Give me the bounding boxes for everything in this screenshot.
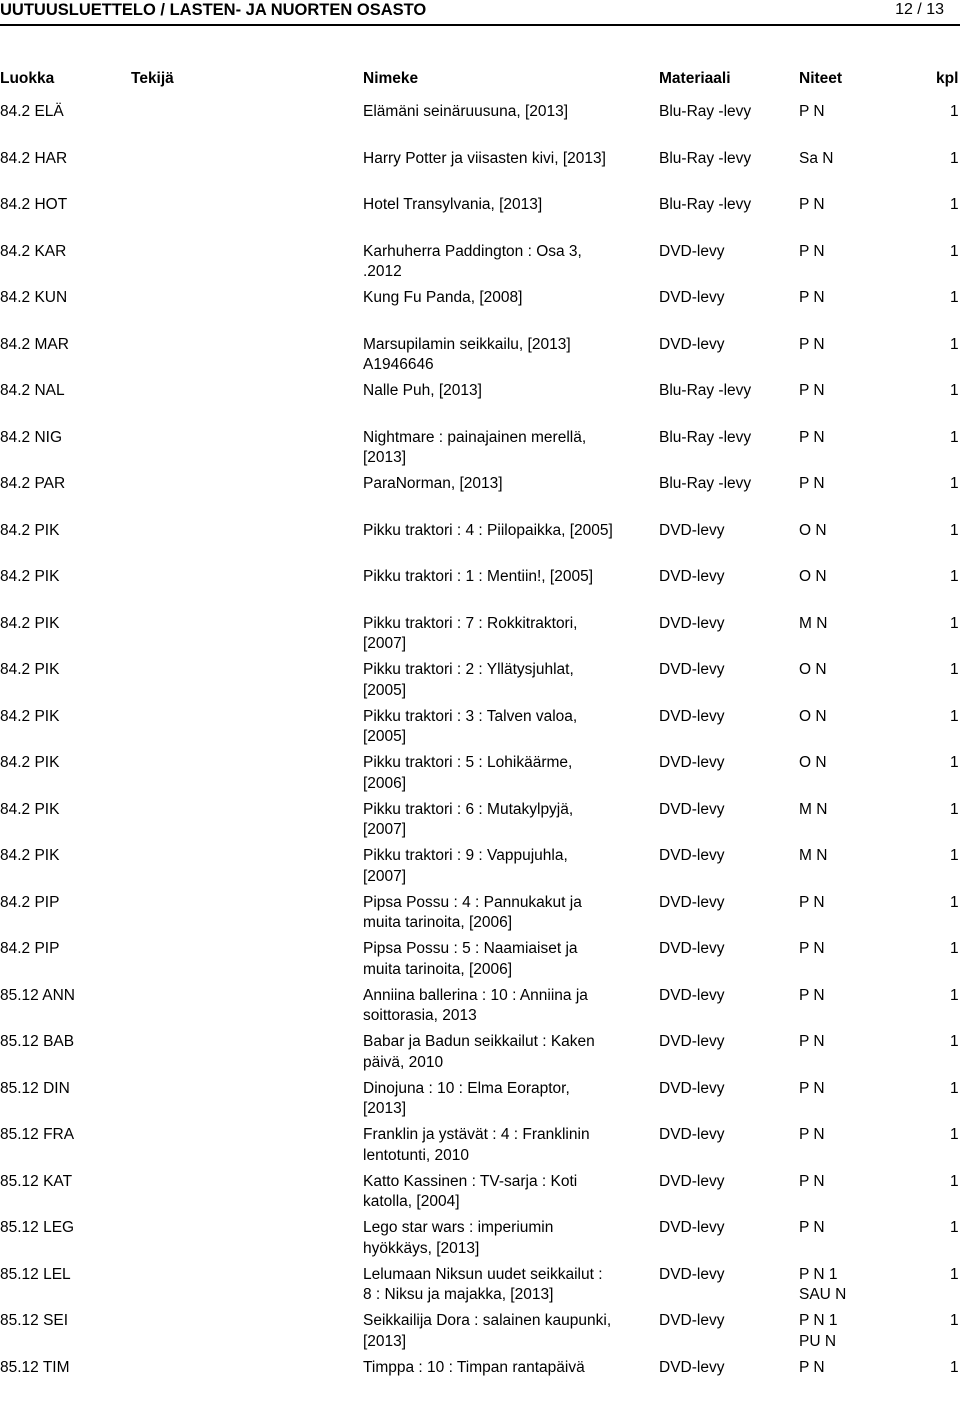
copies-notes: P N — [799, 475, 825, 492]
title: Hotel Transylvania, [2013] — [363, 196, 543, 213]
call-number: 84.2 PIP — [0, 893, 60, 911]
call-number: 84.2 MAR — [0, 335, 69, 353]
copies-notes: P N — [799, 940, 825, 957]
quantity: 1 — [950, 661, 959, 678]
call-number: 84.2 HAR — [0, 149, 68, 167]
copies-notes: P N — [799, 1358, 825, 1376]
table-row — [0, 149, 960, 193]
material: DVD-levy — [659, 754, 725, 771]
call-number: 84.2 PIK — [0, 754, 60, 771]
call-number: 85.12 TIM — [0, 1358, 70, 1376]
quantity: 1 — [950, 428, 959, 446]
title: Pikku traktori : 1 : Mentiin!, [2005] — [363, 568, 594, 585]
title: Lelumaan Niksun uudet seikkailut : 8 : Niksu ja majakka, [2013] — [363, 1265, 603, 1303]
call-number: 84.2 HOT — [0, 196, 68, 213]
copies-notes: P N — [799, 893, 825, 911]
title: Babar ja Badun seikkailut : Kaken päivä, 2010 — [363, 1033, 595, 1071]
quantity: 1 — [950, 568, 959, 585]
quantity: 1 — [950, 800, 959, 818]
title: Harry Potter ja viisasten kivi, [2013] — [363, 149, 606, 167]
copies-notes: P N — [799, 1033, 825, 1050]
call-number: 84.2 PIK — [0, 568, 60, 585]
title: Lego star wars : imperiumin hyökkäys, [2013] — [363, 1219, 554, 1257]
title: Franklin ja ystävät : 4 : Franklinin lentotunti, 2010 — [363, 1126, 590, 1164]
call-number: 85.12 LEL — [0, 1265, 71, 1283]
copies-notes: P N — [799, 289, 825, 306]
call-number: 84.2 PIK — [0, 521, 60, 539]
table-row — [0, 195, 960, 239]
copies-notes: P N — [799, 382, 825, 399]
material: Blu-Ray -levy — [659, 382, 752, 399]
table-row — [0, 567, 960, 611]
table-row — [0, 939, 960, 983]
quantity: 1 — [950, 382, 959, 399]
title: Dinojuna : 10 : Elma Eoraptor, [2013] — [363, 1079, 570, 1117]
material: DVD-levy — [659, 521, 725, 539]
quantity: 1 — [950, 893, 959, 911]
table-row — [0, 800, 960, 844]
quantity: 1 — [950, 289, 959, 306]
title: Pipsa Possu : 5 : Naamiaiset ja muita tarinoita, [2006] — [363, 940, 578, 978]
material: DVD-levy — [659, 1219, 725, 1236]
material: DVD-levy — [659, 1265, 725, 1283]
copies-notes: M N — [799, 847, 828, 864]
table-row — [0, 1032, 960, 1076]
table-row — [0, 288, 960, 332]
copies-notes: P N — [799, 1126, 825, 1143]
copies-notes: O N — [799, 661, 827, 678]
material: DVD-levy — [659, 847, 725, 864]
material: DVD-levy — [659, 1358, 725, 1376]
quantity: 1 — [950, 986, 959, 1004]
title: Anniina ballerina : 10 : Anniina ja soittorasia, 2013 — [363, 986, 588, 1024]
table-row — [0, 893, 960, 937]
material: Blu-Ray -levy — [659, 428, 752, 446]
table-row — [0, 846, 960, 890]
material: Blu-Ray -levy — [659, 149, 752, 167]
material: DVD-levy — [659, 1033, 725, 1050]
quantity: 1 — [950, 1126, 959, 1143]
material: DVD-levy — [659, 1312, 725, 1329]
copies-notes: P N — [799, 1172, 825, 1190]
column-header-materiaali: Materiaali — [659, 70, 731, 87]
table-row — [0, 381, 960, 425]
copies-notes: P N — [799, 1079, 825, 1097]
call-number: 85.12 KAT — [0, 1172, 73, 1190]
quantity: 1 — [950, 1358, 959, 1376]
material: DVD-levy — [659, 800, 725, 818]
title: Seikkailija Dora : salainen kaupunki, [2013] — [363, 1312, 612, 1350]
material: DVD-levy — [659, 289, 725, 306]
table-row — [0, 1125, 960, 1169]
title: Pikku traktori : 9 : Vappujuhla, [2007] — [363, 847, 568, 885]
title: ParaNorman, [2013] — [363, 475, 503, 492]
material: Blu-Ray -levy — [659, 103, 752, 120]
copies-notes: P N — [799, 335, 825, 353]
call-number: 85.12 FRA — [0, 1126, 75, 1143]
title: Pipsa Possu : 4 : Pannukakut ja muita tarinoita, [2006] — [363, 893, 582, 931]
copies-notes: O N — [799, 754, 827, 771]
table-row — [0, 986, 960, 1030]
copies-notes: P N — [799, 242, 825, 260]
call-number: 85.12 BAB — [0, 1033, 75, 1050]
quantity: 1 — [950, 242, 959, 260]
column-header-niteet: Niteet — [799, 70, 843, 87]
title: Pikku traktori : 5 : Lohikäärme, [2006] — [363, 754, 573, 792]
title: Marsupilamin seikkailu, [2013] A1946646 — [363, 335, 571, 373]
call-number: 84.2 PIK — [0, 614, 60, 632]
call-number: 84.2 PIK — [0, 707, 60, 725]
quantity: 1 — [950, 475, 959, 492]
call-number: 85.12 LEG — [0, 1219, 75, 1236]
quantity: 1 — [950, 1172, 959, 1190]
copies-notes: O N — [799, 568, 827, 585]
call-number: 84.2 KAR — [0, 242, 67, 260]
material: DVD-levy — [659, 242, 725, 260]
table-row — [0, 102, 960, 146]
copies-notes: P N — [799, 986, 825, 1004]
quantity: 1 — [950, 847, 959, 864]
quantity: 1 — [950, 1079, 959, 1097]
table-row — [0, 1265, 960, 1309]
title: Pikku traktori : 4 : Piilopaikka, [2005] — [363, 521, 613, 539]
title: Elämäni seinäruusuna, [2013] — [363, 103, 569, 120]
call-number: 84.2 PIP — [0, 940, 60, 957]
copies-notes: P N — [799, 103, 825, 120]
table-row — [0, 521, 960, 565]
material: DVD-levy — [659, 568, 725, 585]
material: DVD-levy — [659, 940, 725, 957]
copies-notes: O N — [799, 521, 827, 539]
copies-notes: P N — [799, 196, 825, 213]
copies-notes: P N — [799, 428, 825, 446]
copies-notes: P N 1 SAU N — [799, 1265, 847, 1303]
quantity: 1 — [950, 1033, 959, 1050]
quantity: 1 — [950, 103, 959, 120]
table-row — [0, 242, 960, 286]
table-row — [0, 428, 960, 472]
table-row — [0, 707, 960, 751]
table-row — [0, 1172, 960, 1216]
table-row — [0, 335, 960, 379]
quantity: 1 — [950, 1219, 959, 1236]
copies-notes: Sa N — [799, 149, 834, 167]
call-number: 85.12 SEI — [0, 1312, 69, 1329]
title: Kung Fu Panda, [2008] — [363, 289, 523, 306]
call-number: 84.2 PIK — [0, 847, 60, 864]
material: DVD-levy — [659, 661, 725, 678]
title: Nightmare : painajainen merellä, [2013] — [363, 428, 587, 466]
material: DVD-levy — [659, 986, 725, 1004]
call-number: 84.2 PIK — [0, 800, 60, 818]
quantity: 1 — [950, 521, 959, 539]
material: Blu-Ray -levy — [659, 475, 752, 492]
title: Nalle Puh, [2013] — [363, 382, 482, 399]
quantity: 1 — [950, 940, 959, 957]
table-row — [0, 753, 960, 797]
call-number: 85.12 DIN — [0, 1079, 70, 1097]
document-title: UUTUUSLUETTELO / LASTEN- JA NUORTEN OSASTO — [0, 1, 427, 19]
title: Pikku traktori : 7 : Rokkitraktori, [2007] — [363, 614, 578, 652]
title: Pikku traktori : 3 : Talven valoa, [2005] — [363, 707, 578, 745]
copies-notes: P N — [799, 1219, 825, 1236]
quantity: 1 — [950, 1312, 959, 1329]
title: Karhuherra Paddington : Osa 3, .2012 — [363, 242, 582, 280]
quantity: 1 — [950, 196, 959, 213]
column-header-tekija: Tekijä — [131, 70, 174, 87]
call-number: 84.2 NIG — [0, 428, 63, 446]
material: DVD-levy — [659, 707, 725, 725]
column-header-luokka: Luokka — [0, 70, 55, 87]
material: Blu-Ray -levy — [659, 196, 752, 213]
table-row — [0, 1218, 960, 1262]
quantity: 1 — [950, 335, 959, 353]
call-number: 84.2 PAR — [0, 475, 66, 492]
table-row — [0, 614, 960, 658]
quantity: 1 — [950, 149, 959, 167]
material: DVD-levy — [659, 335, 725, 353]
call-number: 85.12 ANN — [0, 986, 75, 1004]
material: DVD-levy — [659, 1126, 725, 1143]
column-header-kpl: kpl — [936, 70, 959, 87]
quantity: 1 — [950, 754, 959, 771]
title: Timppa : 10 : Timpan rantapäivä — [363, 1358, 585, 1376]
quantity: 1 — [950, 1265, 959, 1283]
quantity: 1 — [950, 614, 959, 632]
column-header-nimeke: Nimeke — [363, 70, 419, 87]
title: Pikku traktori : 2 : Yllätysjuhlat, [2005] — [363, 661, 574, 699]
material: DVD-levy — [659, 893, 725, 911]
copies-notes: O N — [799, 707, 827, 725]
material: DVD-levy — [659, 1079, 725, 1097]
copies-notes: M N — [799, 800, 828, 818]
page-number: 12 / 13 — [895, 1, 944, 18]
material: DVD-levy — [659, 614, 725, 632]
call-number: 84.2 KUN — [0, 289, 68, 306]
table-row — [0, 1311, 960, 1355]
title: Pikku traktori : 6 : Mutakylpyjä, [2007] — [363, 800, 574, 838]
copies-notes: M N — [799, 614, 828, 632]
call-number: 84.2 PIK — [0, 661, 60, 678]
table-row — [0, 1079, 960, 1123]
title: Katto Kassinen : TV-sarja : Koti katolla, [2004] — [363, 1172, 578, 1210]
table-row — [0, 1358, 960, 1402]
quantity: 1 — [950, 707, 959, 725]
material: DVD-levy — [659, 1172, 725, 1190]
call-number: 84.2 NAL — [0, 382, 65, 399]
call-number: 84.2 ELÄ — [0, 103, 64, 120]
table-row — [0, 474, 960, 518]
table-row — [0, 660, 960, 704]
copies-notes: P N 1 PU N — [799, 1312, 838, 1350]
